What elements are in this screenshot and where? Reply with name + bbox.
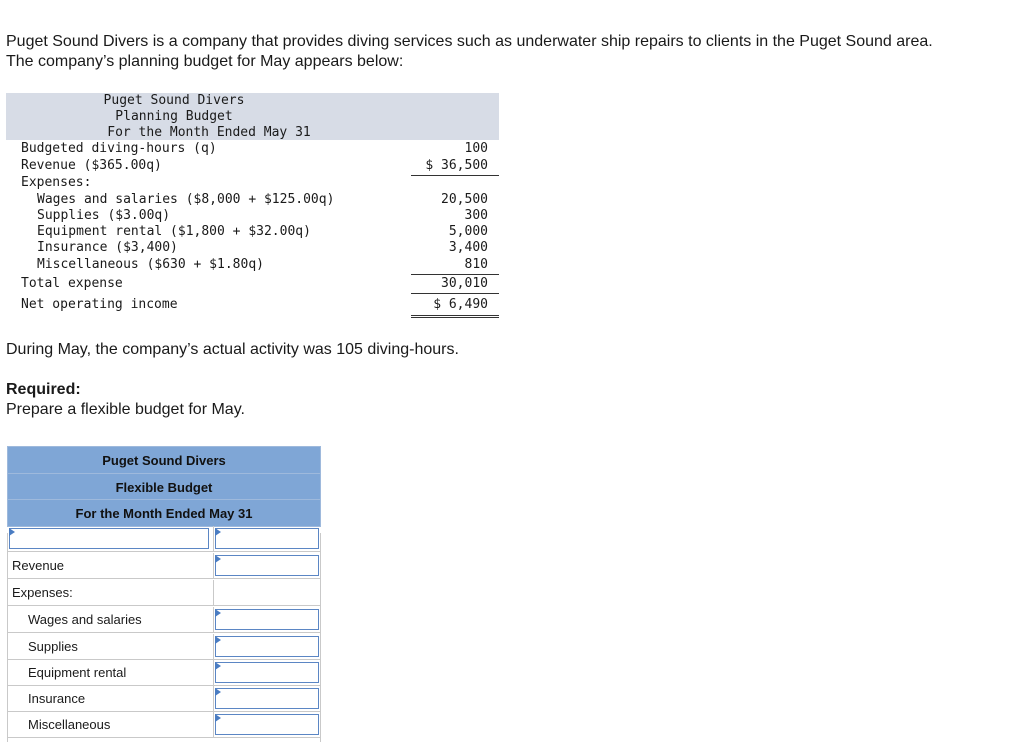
planning-budget-period: For the Month Ended May 31 xyxy=(107,125,311,140)
pb-hours-value: 100 xyxy=(464,141,488,156)
flex-row-revenue xyxy=(7,553,321,579)
flex-insurance-label: Insurance xyxy=(28,691,86,706)
intro-paragraph xyxy=(6,32,1018,72)
flexible-budget-form xyxy=(7,446,321,742)
input-flag-icon xyxy=(215,528,221,536)
pb-expenses-label: Expenses: xyxy=(21,175,92,190)
flex-expenses-cell xyxy=(213,580,320,605)
pb-row-insurance xyxy=(6,240,499,256)
pb-row-wages xyxy=(6,192,499,208)
flex-equipment-label: Equipment rental xyxy=(28,665,127,680)
pb-total-underline xyxy=(411,293,499,294)
pb-misc-underline xyxy=(411,274,499,275)
flex-equipment-cell xyxy=(213,660,320,685)
flex-revenue-label: Revenue xyxy=(12,558,65,573)
pb-row-misc xyxy=(6,257,499,273)
flex-supplies-cell xyxy=(213,634,320,659)
flex-row-insurance xyxy=(7,686,321,712)
pb-supplies-value: 300 xyxy=(464,208,488,223)
pb-noi-value: $ 6,490 xyxy=(433,297,488,312)
pb-row-expenses xyxy=(6,175,499,191)
pb-total-value: 30,010 xyxy=(441,276,488,291)
pb-wages-label: Wages and salaries ($8,000 + $125.00q) xyxy=(37,192,335,207)
flex-activity-value-cell xyxy=(213,526,320,551)
intro-line-2: The company’s planning budget for May appears below: xyxy=(6,53,404,70)
flex-supplies-input[interactable] xyxy=(215,636,319,657)
actual-activity-text: During May, the company’s actual activity was 105 diving-hours. xyxy=(6,341,459,358)
input-flag-icon xyxy=(215,714,221,722)
pb-row-revenue xyxy=(6,158,499,174)
flex-wages-input[interactable] xyxy=(215,609,319,630)
flex-row-activity xyxy=(7,526,321,552)
flex-insurance-input[interactable] xyxy=(215,688,319,709)
pb-row-equipment xyxy=(6,224,499,240)
pb-equipment-label: Equipment rental ($1,800 + $32.00q) xyxy=(37,224,311,239)
planning-budget-company: Puget Sound Divers xyxy=(103,93,245,108)
flex-row-misc xyxy=(7,712,321,738)
pb-equipment-value: 5,000 xyxy=(448,224,488,239)
pb-total-label: Total expense xyxy=(21,276,123,291)
input-flag-icon xyxy=(215,636,221,644)
pb-wages-value: 20,500 xyxy=(441,192,488,207)
input-flag-icon xyxy=(215,662,221,670)
planning-budget-title: Planning Budget xyxy=(115,109,233,124)
flex-insurance-cell xyxy=(213,686,320,711)
required-heading: Required: xyxy=(6,381,81,398)
pb-row-supplies xyxy=(6,208,499,224)
flex-revenue-input[interactable] xyxy=(215,555,319,576)
flex-equipment-input[interactable] xyxy=(215,662,319,683)
flex-wages-label: Wages and salaries xyxy=(28,612,142,627)
planning-budget-table xyxy=(6,93,499,321)
pb-row-total xyxy=(6,276,499,292)
planning-budget-header xyxy=(6,93,499,140)
pb-hours-label: Budgeted diving-hours (q) xyxy=(21,141,217,156)
pb-supplies-label: Supplies ($3.00q) xyxy=(37,208,171,223)
input-flag-icon xyxy=(9,528,15,536)
flex-row-expenses xyxy=(7,580,321,606)
pb-misc-value: 810 xyxy=(464,257,488,272)
pb-noi-label: Net operating income xyxy=(21,297,178,312)
flex-row-supplies xyxy=(7,634,321,660)
flex-header-company: Puget Sound Divers xyxy=(7,446,321,474)
input-flag-icon xyxy=(215,555,221,563)
required-text: Prepare a flexible budget for May. xyxy=(6,401,245,418)
pb-misc-label: Miscellaneous ($630 + $1.80q) xyxy=(37,257,264,272)
input-flag-icon xyxy=(215,609,221,617)
flex-expenses-label: Expenses: xyxy=(12,585,73,600)
input-flag-icon xyxy=(215,688,221,696)
flex-header-title: Flexible Budget xyxy=(7,473,321,500)
flex-row-wages xyxy=(7,607,321,633)
flex-misc-cell xyxy=(213,712,320,737)
flex-supplies-label: Supplies xyxy=(28,639,78,654)
pb-revenue-label: Revenue ($365.00q) xyxy=(21,158,162,173)
pb-revenue-value: $ 36,500 xyxy=(425,158,488,173)
flex-misc-input[interactable] xyxy=(215,714,319,735)
pb-insurance-value: 3,400 xyxy=(448,240,488,255)
flex-hours-input[interactable] xyxy=(215,528,319,549)
pb-insurance-label: Insurance ($3,400) xyxy=(37,240,178,255)
pb-row-hours xyxy=(6,141,499,157)
pb-row-noi xyxy=(6,297,499,313)
flex-revenue-cell xyxy=(213,553,320,578)
flex-header-period: For the Month Ended May 31 xyxy=(7,499,321,527)
flex-activity-label-input[interactable] xyxy=(9,528,209,549)
intro-line-1: Puget Sound Divers is a company that provides diving services such as underwater ship repairs to clients in the Puget Sound area. xyxy=(6,33,933,50)
flex-wages-cell xyxy=(213,607,320,632)
flex-misc-label: Miscellaneous xyxy=(28,717,111,732)
pb-noi-double-underline xyxy=(411,315,499,318)
flex-row-equipment xyxy=(7,660,321,686)
